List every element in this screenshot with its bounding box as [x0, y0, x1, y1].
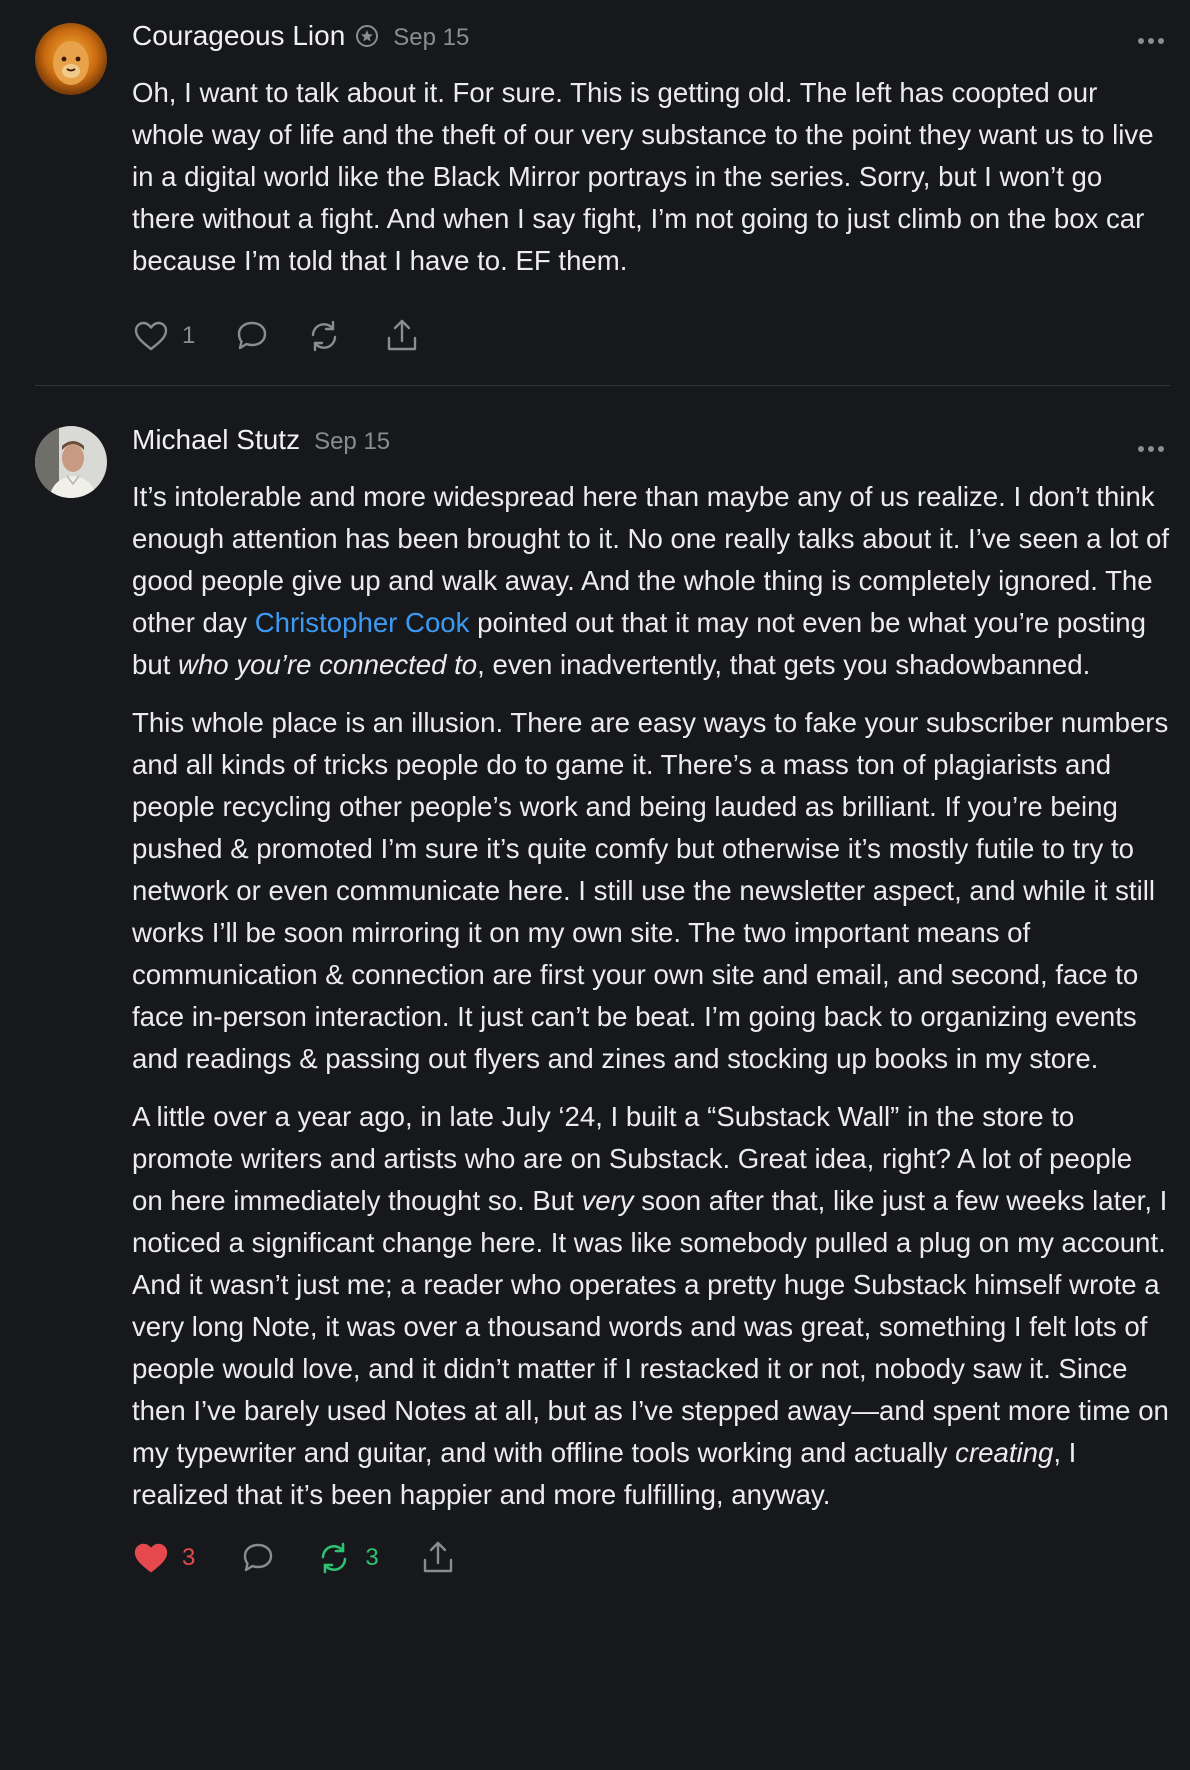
share-icon — [419, 1539, 457, 1577]
text-span: soon after that, like just a few weeks later, I noticed a significant change here. It was like somebody pulled a plug on my account. And it wasn’t just me; a reader who operates a pretty huge Substack himself wrote a very long Note, it was over a thousand words and was great, something I felt lots of people would love, and it didn’t matter if I restacked it or not, nobody saw it. Since then I’ve barely used Notes at all, but as I’ve stepped away—and spent more time on my typewriter and guitar, and with offline tools working and actually — [132, 1185, 1169, 1468]
restack-button[interactable] — [315, 1539, 378, 1577]
note-paragraph: Oh, I want to talk about it. For sure. This is getting old. The left has coopted our whole way of life and the theft of our very substance to the point they want us to live in a digital world like the Black Mirror portrays in the series. Sorry, but I won’t go there without a fight. And when I say fight, I’m not going to just climb on the box car because I’m told that I have to. EF them. — [132, 77, 1154, 276]
comment-button[interactable] — [233, 317, 271, 355]
like-button[interactable] — [132, 1539, 195, 1577]
author-name[interactable]: Michael Stutz — [132, 424, 301, 455]
share-button[interactable] — [383, 317, 421, 355]
restack-count: 3 — [365, 1544, 379, 1571]
heart-icon — [132, 1539, 170, 1577]
emphasis-text: who you’re connected to — [178, 649, 478, 680]
avatar[interactable] — [35, 23, 107, 95]
note-header — [132, 424, 1170, 468]
note-michael-stutz — [0, 424, 1190, 1578]
note-paragraph — [132, 1096, 1170, 1516]
share-button[interactable] — [419, 1539, 457, 1577]
restack-icon — [305, 317, 343, 355]
like-count: 1 — [182, 322, 196, 349]
text-span: , I realized that it’s been happier and more fulfilling, anyway. — [132, 1437, 1077, 1510]
note-body — [132, 476, 1170, 1516]
post-date[interactable]: Sep 15 — [314, 428, 391, 455]
action-bar — [132, 1538, 1170, 1578]
text-span: A little over a year ago, in late July ‘24, I built a “Substack Wall” in the store to promote writers and artists who are on Substack. Great idea, right? A lot of people on here immediately thought so. But — [132, 1101, 1133, 1216]
emphasis-text: creating — [955, 1437, 1054, 1468]
text-span: It’s intolerable and more widespread here than maybe any of us realize. I don’t think enough attention has been brought to it. No one really talks about it. I’ve seen a lot of good people give up and walk away. And the whole thing is completely ignored. The other day — [132, 481, 1169, 638]
note-header — [132, 20, 1170, 64]
text-span: pointed out that it may not even be what you’re posting but — [132, 607, 1146, 680]
comment-icon — [239, 1539, 277, 1577]
mention-link[interactable]: Christopher Cook — [254, 607, 470, 638]
note-paragraph: This whole place is an illusion. There are easy ways to fake your subscriber numbers and all kinds of tricks people do to game it. There’s a mass ton of plagiarists and people recycling other people’s work and being lauded as brilliant. If you’re being pushed & promoted I’m sure it’s quite comfy but otherwise it’s mostly futile to try to network or even communicate here. I still use the newsletter aspect, and while it still works I’ll be soon mirroring it on my own site. The two important means of communication & connection are first your own site and email, and second, face to face in-person interaction. It just can’t be beat. I’m going back to organizing events and readings & passing out flyers and zines and stocking up books in my store. — [132, 707, 1169, 1074]
restack-icon — [315, 1539, 353, 1577]
heart-icon — [132, 317, 170, 355]
note-paragraph — [132, 476, 1170, 686]
restack-button[interactable] — [305, 317, 343, 355]
emphasis-text: very — [581, 1185, 634, 1216]
like-button[interactable] — [132, 317, 195, 355]
note-body — [132, 72, 1170, 282]
action-bar — [132, 316, 1170, 356]
more-icon[interactable] — [1138, 38, 1164, 44]
more-icon[interactable] — [1138, 446, 1164, 452]
like-count: 3 — [182, 1544, 196, 1571]
note-courageous-lion — [0, 20, 1190, 356]
author-name[interactable]: Courageous Lion — [132, 20, 346, 51]
note-divider — [35, 385, 1170, 386]
comment-button[interactable] — [239, 1539, 277, 1577]
text-span: , even inadvertently, that gets you shadowbanned. — [477, 649, 1091, 680]
post-date[interactable]: Sep 15 — [393, 24, 470, 51]
comment-icon — [233, 317, 271, 355]
verified-badge-icon — [355, 24, 379, 48]
avatar[interactable] — [35, 426, 107, 498]
share-icon — [383, 317, 421, 355]
